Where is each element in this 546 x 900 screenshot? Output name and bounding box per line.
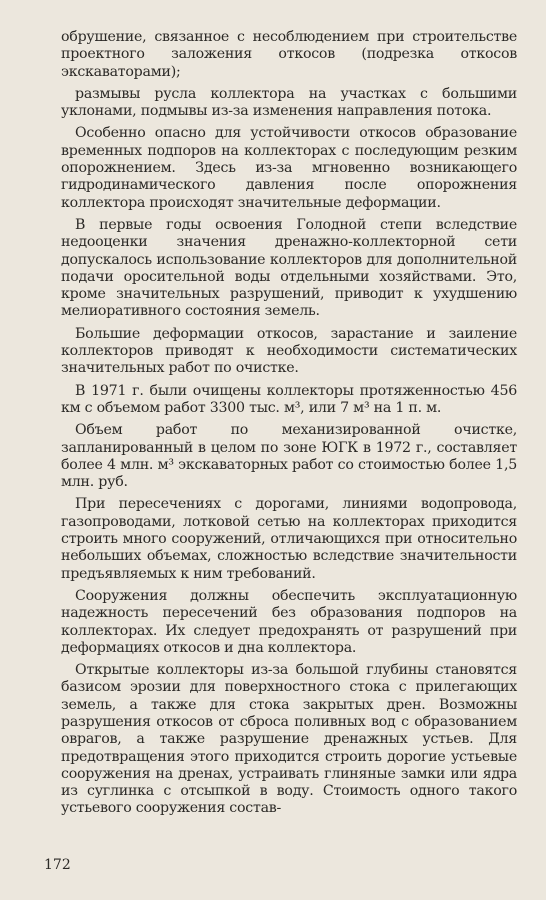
paragraph-3: Особенно опасно для устойчивости откосов образование временных подпоров на коллекторах с последующим резким опорожнением. Здесь из-за мгновенно возникающего гидродинамического давления после опорожнения коллектора происходят значительные деформации.: [61, 125, 517, 211]
paragraph-8: При пересечениях с дорогами, линиями водопровода, газопроводами, лотковой сетью на коллекторах приходится строить много сооружений, отличающихся при относительно небольших объемах, сложностью вследствие значительности предъявляемых к ним требований.: [61, 496, 517, 582]
paragraph-4: В первые годы освоения Голодной степи вследствие недооценки значения дренажно-коллекторной сети допускалось использование коллекторов для дополнительной подачи оросительной воды отдельными хозяйствами. Это, кроме значительных разрушений, приводит к ухудшению мелиоративного состояния земель.: [61, 216, 517, 320]
paragraph-2: размывы русла коллектора на участках с большими уклонами, подмывы из-за изменения направления потока.: [61, 85, 517, 120]
paragraph-5: Большие деформации откосов, зарастание и заиление коллекторов приводят к необходимости систематических значительных работ по очистке.: [61, 325, 517, 377]
paragraph-7: Объем работ по механизированной очистке, запланированный в целом по зоне ЮГК в 1972 г., составляет более 4 млн. м³ экскаваторных работ со стоимостью более 1,5 млн. руб.: [61, 422, 517, 491]
paragraph-9: Сооружения должны обеспечить эксплуатационную надежность пересечений без образования подпоров на коллекторах. Их следует предохранять от разрушений при деформациях откосов и дна коллектора.: [61, 587, 517, 656]
body-text: [61, 29, 517, 823]
paragraph-6: В 1971 г. были очищены коллекторы протяженностью 456 км с объемом работ 3300 тыс. м³, или 7 м³ на 1 п. м.: [61, 382, 517, 416]
paragraph-1: обрушение, связанное с несоблюдением при строительстве проектного заложения откосов (подрезка откосов экскаваторами);: [61, 29, 517, 80]
page-number: 172: [44, 857, 71, 873]
paragraph-10: Открытые коллекторы из-за большой глубины становятся базисом эрозии для поверхностного стока с прилегающих земель, а также для стока закрытых дрен. Возможны разрушения откосов от сброса поливных вод с образованием оврагов, а также разрушение дренажных устьев. Для предотвращения этого приходится строить дорогие устьевые сооружения на дренах, устраивать глиняные замки или ядра из суглинка с отсыпкой в воду. Стоимость одного такого устьевого сооружения состав-: [61, 662, 517, 817]
